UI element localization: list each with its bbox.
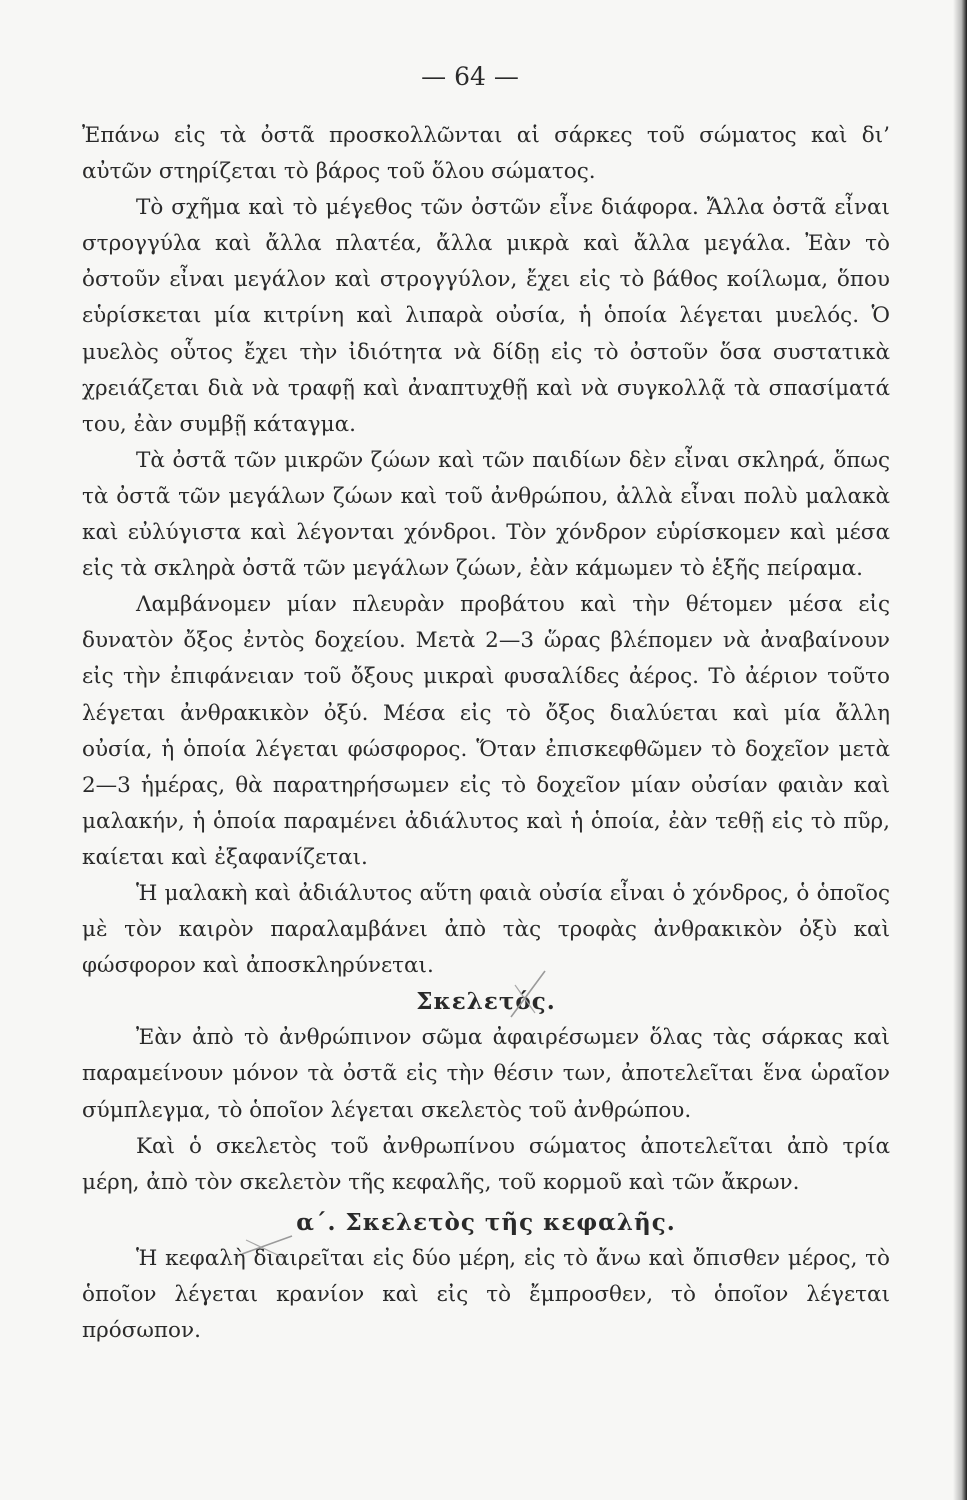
section-heading: Σκελετός. (416, 988, 556, 1016)
page-body (82, 118, 890, 1349)
page-edge-shadow (953, 0, 967, 1500)
paragraph: Ἡ μαλακὴ καὶ ἀδιάλυτος αὕτη φαιὰ οὐσία εἶναι ὁ χόνδρος, ὁ ὁποῖος μὲ τὸν καιρὸν παραλαμβάνει ἀπὸ τὰς τροφὰς ἀνθρακικὸν ὀξὺ καὶ φώσφορον καὶ ἀποσκληρύνεται. (82, 880, 890, 979)
paragraph: Λαμβάνομεν μίαν πλευρὰν προβάτου καὶ τὴν θέτομεν μέσα εἰς δυνατὸν ὄξος ἐντὸς δοχείου. Μετὰ 2—3 ὥρας βλέπομεν νὰ ἀναβαίνουν εἰς τὴν ἐπιφάνειαν τοῦ ὄξους μικραὶ φυσαλίδες ἀέρος. Τὸ ἀέριον τοῦτο λέγεται ἀνθρακικὸν ὀξύ. Μέσα εἰς τὸ ὄξος διαλύεται καὶ μία ἄλλη οὐσία, ἡ ὁποία λέγεται φώσφορος. Ὅταν ἐπισκεφθῶμεν τὸ δοχεῖον μετὰ 2—3 ἡμέρας, θὰ παρατηρήσωμεν εἰς τὸ δοχεῖον μίαν οὐσίαν φαιὰν καὶ μαλακήν, ἡ ὁποία παραμένει ἀδιάλυτος καὶ ἡ ὁποία, ἐὰν τεθῇ εἰς τὸ πῦρ, καίεται καὶ ἐξαφανίζεται. (82, 592, 890, 870)
paragraph: Καὶ ὁ σκελετὸς τοῦ ἀνθρωπίνου σώματος ἀποτελεῖται ἀπὸ τρία μέρη, ἀπὸ τὸν σκελετὸν τῆς κεφαλῆς, τοῦ κορμοῦ καὶ τῶν ἄκρων. (82, 1133, 890, 1195)
page-number: — 64 — (421, 62, 519, 91)
subsection-heading: α΄. Σκελετὸς τῆς κεφαλῆς. (296, 1208, 676, 1236)
paragraph: Ἐπάνω εἰς τὰ ὀστᾶ προσκολλῶνται αἱ σάρκες τοῦ σώματος καὶ δι’ αὐτῶν στηρίζεται τὸ βάρος τοῦ ὅλου σώματος. (82, 123, 890, 185)
paragraph: Τὸ σχῆμα καὶ τὸ μέγεθος τῶν ὀστῶν εἶνε διάφορα. Ἄλλα ὀστᾶ εἶναι στρογγύλα καὶ ἄλλα πλατέα, ἄλλα μικρὰ καὶ ἄλλα μεγάλα. Ἐὰν τὸ ὀστοῦν εἶναι μεγάλον καὶ στρογγύλον, ἔχει εἰς τὸ βάθος κοίλωμα, ὅπου εὑρίσκεται μία κιτρίνη καὶ λιπαρὰ οὐσία, ἡ ὁποία λέγεται μυελός. Ὁ μυελὸς οὗτος ἔχει τὴν ἰδιότητα νὰ δίδῃ εἰς τὸ ὀστοῦν ὅσα συστατικὰ χρειάζεται διὰ νὰ τραφῇ καὶ ἀναπτυχθῇ καὶ νὰ συγκολλᾷ τὰ σπασίματά του, ἐὰν συμβῇ κάταγμα. (82, 195, 890, 437)
paragraph: Ἐὰν ἀπὸ τὸ ἀνθρώπινον σῶμα ἀφαιρέσωμεν ὅλας τὰς σάρκας καὶ παραμείνουν μόνον τὰ ὀστᾶ εἰς τὴν θέσιν των, ἀποτελεῖται ἕνα ὡραῖον σύμπλεγμα, τὸ ὁποῖον λέγεται σκελετὸς τοῦ ἀνθρώπου. (82, 1025, 890, 1123)
paragraph: Ἡ κεφαλὴ διαιρεῖται εἰς δύο μέρη, εἰς τὸ ἄνω καὶ ὄπισθεν μέρος, τὸ ὁποῖον λέγεται κρανίον καὶ εἰς τὸ ἔμπροσθεν, τὸ ὁποῖον λέγεται πρόσωπον. (82, 1245, 890, 1344)
paragraph: Τὰ ὀστᾶ τῶν μικρῶν ζώων καὶ τῶν παιδίων δὲν εἶναι σκληρά, ὅπως τὰ ὀστᾶ τῶν μεγάλων ζώων καὶ τοῦ ἀνθρώπου, ἀλλὰ εἶναι πολὺ μαλακὰ καὶ εὐλύγιστα καὶ λέγονται χόνδροι. Τὸν χόνδρον εὑρίσκομεν καὶ μέσα εἰς τὰ σκληρὰ ὀστᾶ τῶν μεγάλων ζώων, ἐὰν κάμωμεν τὸ ἑξῆς πείραμα. (82, 447, 890, 582)
